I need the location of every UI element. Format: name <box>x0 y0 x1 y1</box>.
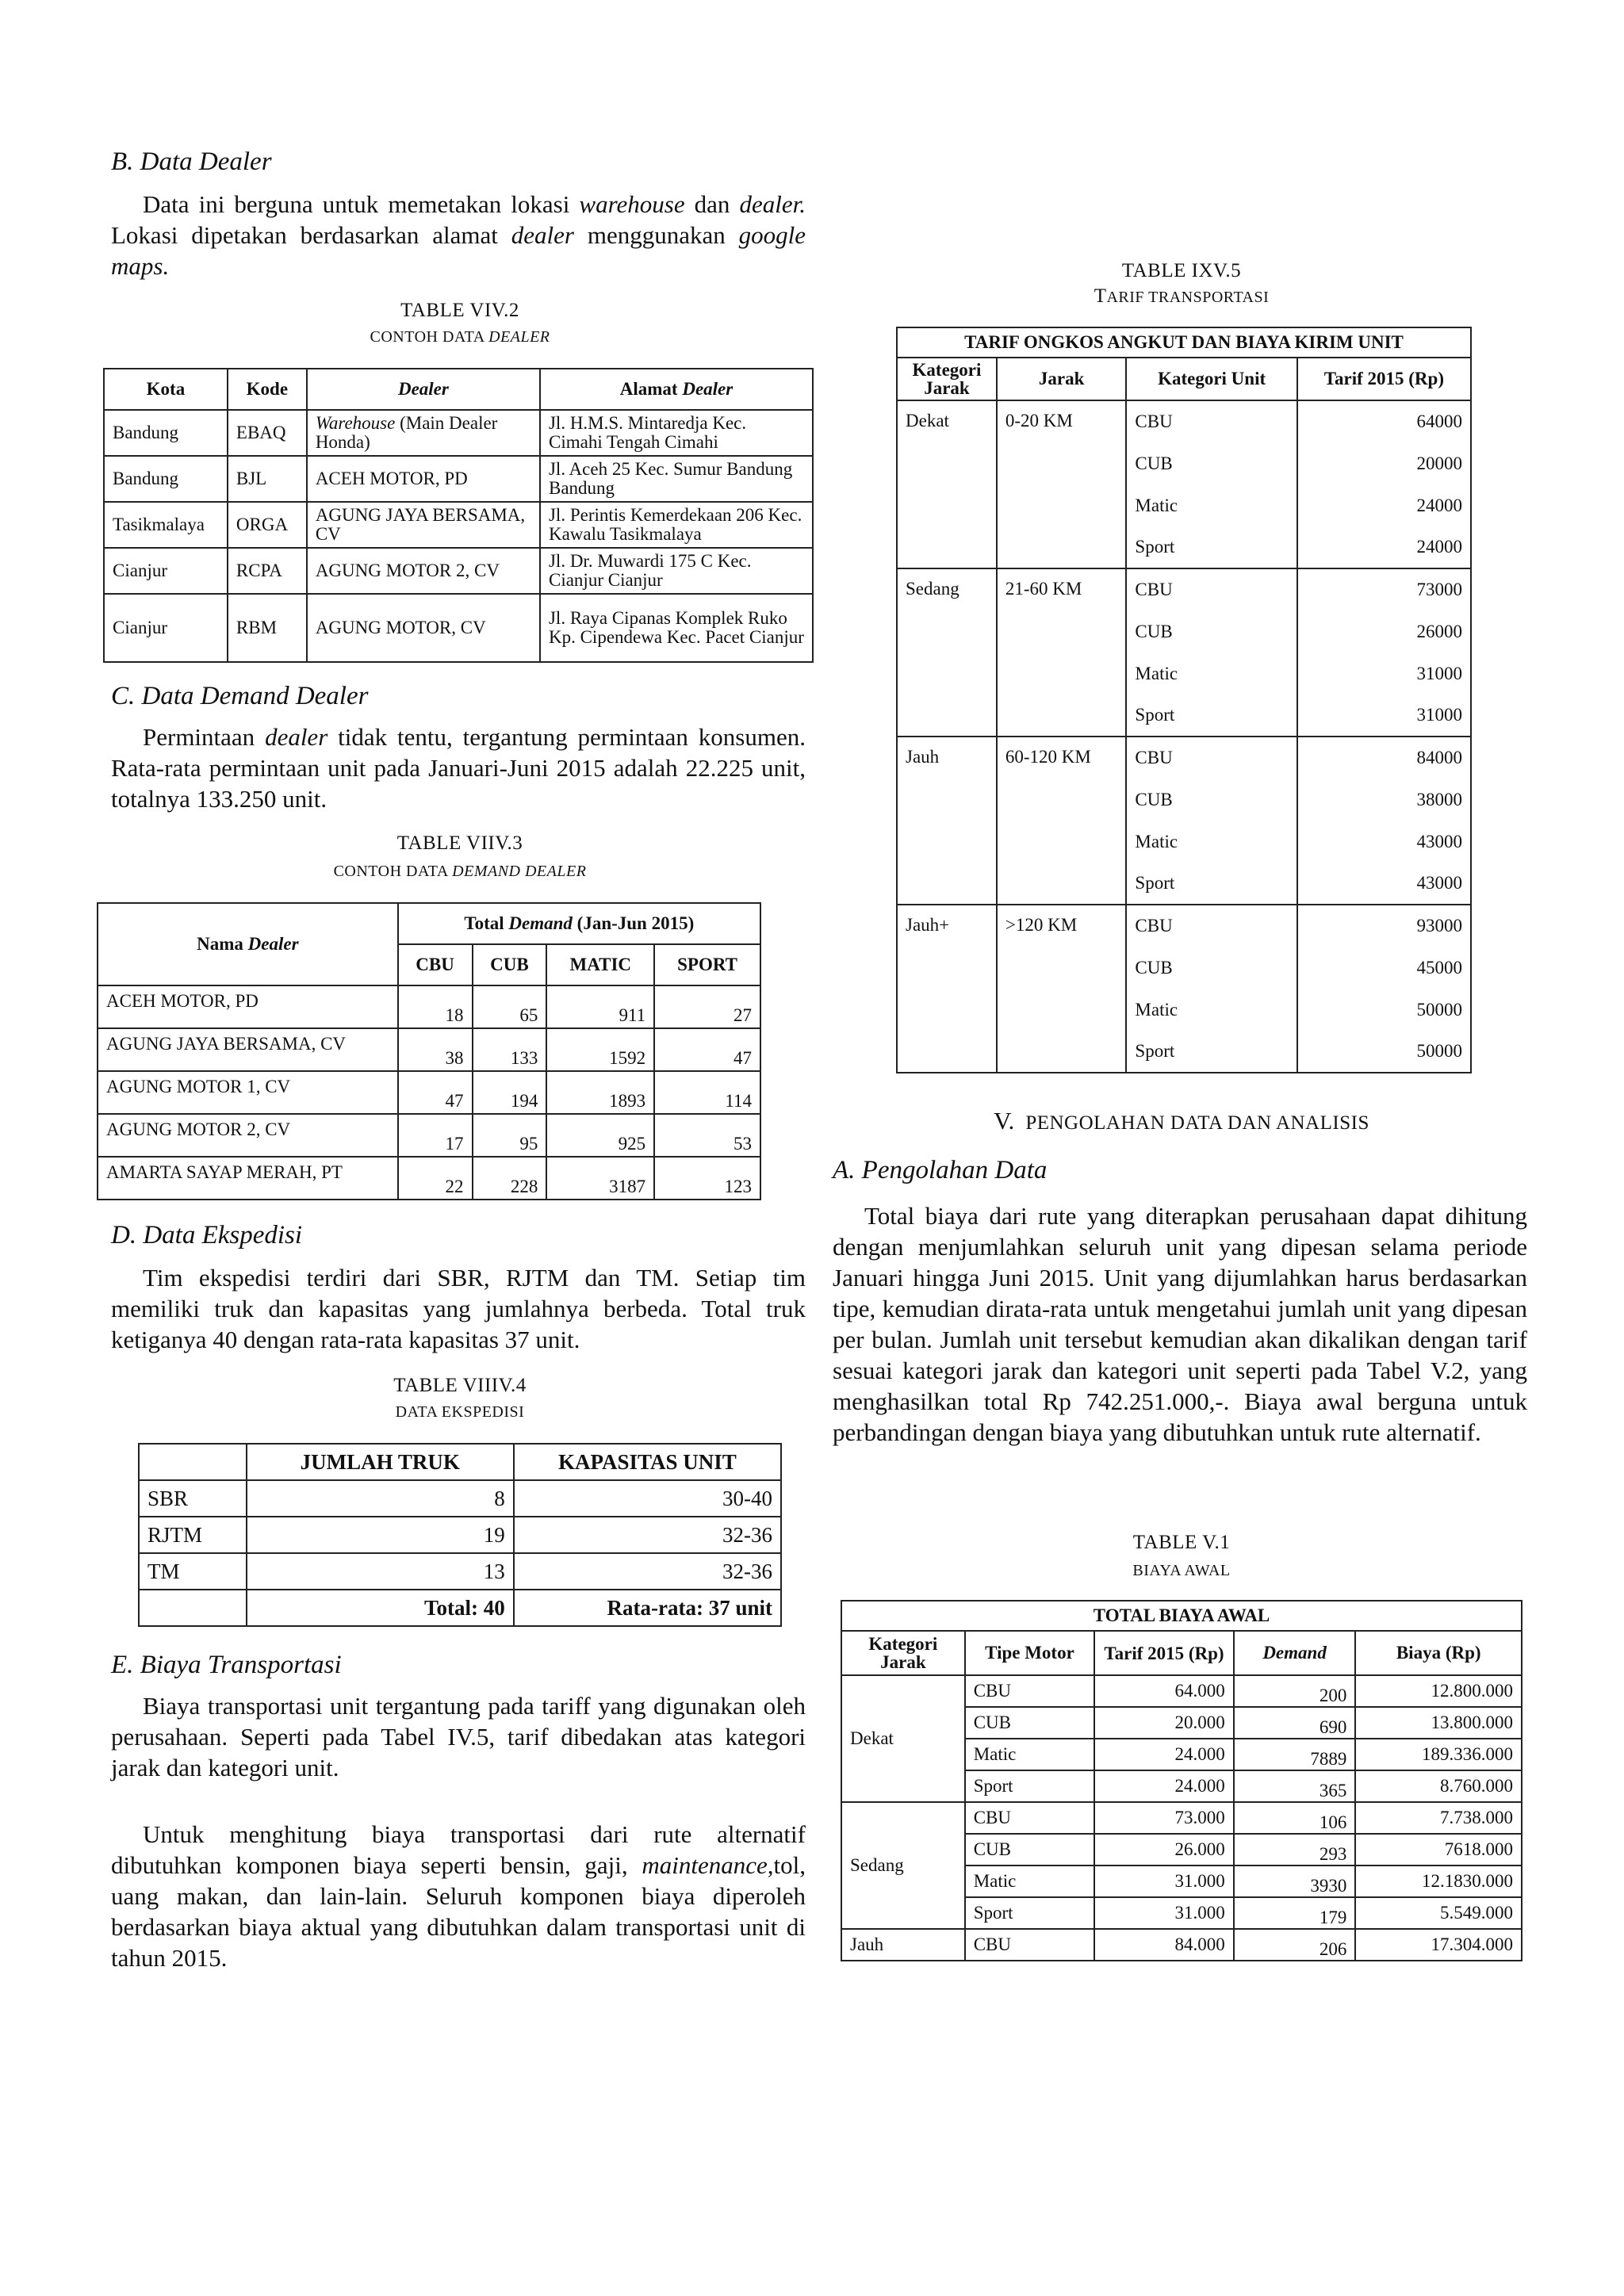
table-row <box>841 1802 1522 1834</box>
header-nama-dealer <box>98 903 398 985</box>
caption-initial: T <box>1094 285 1107 307</box>
cell-biaya: 5.549.000 <box>1355 1897 1522 1929</box>
cell-kategori-unit: CBU <box>1126 400 1297 442</box>
header-text: (Jan-Jun 2015) <box>572 913 695 933</box>
cell-tarif: 20.000 <box>1094 1707 1233 1739</box>
header-kategori-jarak: Kategori Jarak <box>841 1631 965 1675</box>
cell-sport: 53 <box>654 1114 760 1157</box>
cell-tarif: 31000 <box>1297 695 1471 737</box>
table-label-demand: TABLE VIIV.3 <box>396 832 523 854</box>
chapter-number: V. <box>994 1107 1015 1135</box>
cell-kota: Bandung <box>104 410 228 456</box>
table-row <box>897 905 1471 947</box>
header-kode: Kode <box>228 369 307 410</box>
cell-matic: 1592 <box>546 1028 654 1071</box>
table-header-row <box>104 369 813 410</box>
header-tarif: Tarif 2015 (Rp) <box>1094 1631 1233 1675</box>
cell-dealer <box>307 502 540 548</box>
header-demand <box>1234 1631 1356 1675</box>
cell-cbu: 38 <box>398 1028 473 1071</box>
table-demand-dealer <box>97 902 761 1200</box>
table-tarif-transportasi <box>896 327 1472 1073</box>
cell-kategori-jarak: Jauh <box>841 1929 965 1961</box>
cell-kota: Cianjur <box>104 548 228 594</box>
text: tol, uang makan, dan lain-lain. Seluruh komponen biaya diperoleh berdasarkan biaya aktual yang dibutuhkan dalam transportasi unit di tahun 2015. <box>111 1851 806 1972</box>
cell-cub: 133 <box>473 1028 547 1071</box>
text-maintenance: maintenance, <box>642 1851 774 1879</box>
header-matic: MATIC <box>546 944 654 985</box>
section-heading-biaya-transportasi: E. Biaya Transportasi <box>111 1651 342 1679</box>
cell-kapasitas: 32-36 <box>514 1517 781 1553</box>
header-sport: SPORT <box>654 944 760 985</box>
text: Untuk menghitung biaya transportasi dari rute alternatif dibutuhkan komponen biaya seperti bensin, gaji, <box>111 1820 806 1879</box>
cell-tarif: 64.000 <box>1094 1675 1233 1707</box>
cell-matic: 911 <box>546 985 654 1028</box>
cell-matic: 925 <box>546 1114 654 1157</box>
cell-tipe-motor: CBU <box>965 1929 1095 1961</box>
table-header-row <box>897 358 1471 400</box>
cell-dealer-text: (Main Dealer Honda) <box>315 413 498 452</box>
cell-kode: ORGA <box>228 502 307 548</box>
paragraph-data-dealer <box>111 189 806 281</box>
cell-tarif: 26000 <box>1297 610 1471 652</box>
cell-cbu: 47 <box>398 1071 473 1114</box>
total-truk: Total: 40 <box>247 1590 514 1626</box>
cell-kategori-unit: Matic <box>1126 821 1297 863</box>
cell-demand: 7889 <box>1234 1739 1356 1770</box>
text-dealer: dealer <box>265 723 328 751</box>
cell-dealer-text: ACEH MOTOR, PD <box>315 469 468 488</box>
table-label-tarif: TABLE IXV.5 <box>1121 260 1242 281</box>
cell-tarif: 93000 <box>1297 905 1471 947</box>
table-label-dealer: TABLE VIV.2 <box>400 300 519 321</box>
total-kapasitas: Rata-rata: 37 unit <box>514 1590 781 1626</box>
table-row <box>104 502 813 548</box>
cell-sport: 27 <box>654 985 760 1028</box>
table-total-row <box>139 1590 781 1626</box>
cell-jarak: 0-20 KM <box>997 400 1127 568</box>
header-jarak: Jarak <box>997 358 1127 400</box>
cell-kode: BJL <box>228 456 307 502</box>
cell-demand: 179 <box>1234 1897 1356 1929</box>
table-data-ekspedisi <box>138 1443 782 1627</box>
cell-kode: RBM <box>228 594 307 662</box>
cell-kategori-jarak: Jauh+ <box>897 905 997 1073</box>
cell-tarif: 31.000 <box>1094 1897 1233 1929</box>
table-row <box>104 594 813 662</box>
cell-kategori-unit: Matic <box>1126 484 1297 526</box>
cell-biaya: 7.738.000 <box>1355 1802 1522 1834</box>
cell-demand: 3930 <box>1234 1866 1356 1897</box>
cell-demand: 293 <box>1234 1834 1356 1866</box>
cell-biaya: 13.800.000 <box>1355 1707 1522 1739</box>
cell-tarif: 45000 <box>1297 947 1471 989</box>
cell-kategori-jarak: Sedang <box>897 568 997 737</box>
table-row <box>98 985 760 1028</box>
cell-dealer <box>307 548 540 594</box>
header-text: Total <box>464 913 509 933</box>
cell-tipe-motor: Sport <box>965 1897 1095 1929</box>
text-dealer: dealer <box>511 221 574 249</box>
cell-kota: Cianjur <box>104 594 228 662</box>
cell-tarif: 24000 <box>1297 484 1471 526</box>
cell-demand: 200 <box>1234 1675 1356 1707</box>
header-total-demand <box>398 903 760 944</box>
header-dealer <box>307 369 540 410</box>
cell-tarif: 64000 <box>1297 400 1471 442</box>
text: Permintaan <box>143 723 266 751</box>
caption-text-italic: DEALER <box>488 328 550 346</box>
text-dealer: dealer. <box>739 190 806 218</box>
table-title-row <box>841 1601 1522 1631</box>
cell-dealer-text: AGUNG MOTOR, CV <box>315 618 486 637</box>
header-cbu: CBU <box>398 944 473 985</box>
cell-tarif: 73.000 <box>1094 1802 1233 1834</box>
text-warehouse: warehouse <box>579 190 685 218</box>
cell-cbu: 17 <box>398 1114 473 1157</box>
total-empty <box>139 1590 247 1626</box>
cell-tipe-motor: Matic <box>965 1866 1095 1897</box>
text: Lokasi dipetakan berdasarkan alamat <box>111 221 511 249</box>
header-text: Dealer <box>397 379 449 399</box>
paragraph-demand-dealer <box>111 721 806 814</box>
cell-sport: 114 <box>654 1071 760 1114</box>
header-kota: Kota <box>104 369 228 410</box>
cell-tarif: 50000 <box>1297 989 1471 1031</box>
text-google-maps: google maps. <box>111 221 806 280</box>
cell-tarif: 43000 <box>1297 821 1471 863</box>
cell-kategori-unit: CUB <box>1126 610 1297 652</box>
cell-kategori-unit: CBU <box>1126 737 1297 779</box>
table-header-row <box>98 903 760 944</box>
table-caption-biaya-awal: BIAYA AWAL <box>1132 1562 1231 1579</box>
table-title-row <box>897 327 1471 358</box>
table-body <box>897 400 1471 1073</box>
cell-kota: Bandung <box>104 456 228 502</box>
cell-tarif: 84.000 <box>1094 1929 1233 1961</box>
cell-kapasitas: 30-40 <box>514 1480 781 1517</box>
cell-tipe-motor: Matic <box>965 1739 1095 1770</box>
table-row <box>897 400 1471 442</box>
header-kategori-jarak: Kategori Jarak <box>897 358 997 400</box>
cell-kapasitas: 32-36 <box>514 1553 781 1590</box>
header-kategori-unit: Kategori Unit <box>1126 358 1297 400</box>
paragraph-komponen-biaya <box>111 1819 806 1973</box>
cell-dealer-italic: Warehouse <box>315 413 396 433</box>
cell-sport: 47 <box>654 1028 760 1071</box>
header-empty <box>139 1444 247 1480</box>
cell-jarak: >120 KM <box>997 905 1127 1073</box>
cell-tarif: 26.000 <box>1094 1834 1233 1866</box>
cell-dealer-text: AGUNG MOTOR 2, CV <box>315 561 500 580</box>
table-row <box>98 1114 760 1157</box>
cell-kategori-unit: Matic <box>1126 652 1297 695</box>
cell-kategori-unit: Sport <box>1126 863 1297 905</box>
header-tarif: Tarif 2015 (Rp) <box>1297 358 1471 400</box>
cell-tarif: 24.000 <box>1094 1739 1233 1770</box>
cell-nama-dealer: AMARTA SAYAP MERAH, PT <box>98 1157 398 1200</box>
cell-alamat: Jl. Dr. Muwardi 175 C Kec. Cianjur Cianjur <box>540 548 813 594</box>
cell-biaya: 8.760.000 <box>1355 1770 1522 1802</box>
cell-biaya: 12.1830.000 <box>1355 1866 1522 1897</box>
cell-matic: 1893 <box>546 1071 654 1114</box>
cell-tarif: 24000 <box>1297 526 1471 568</box>
cell-matic: 3187 <box>546 1157 654 1200</box>
table-row <box>897 568 1471 610</box>
cell-kategori-unit: Sport <box>1126 695 1297 737</box>
cell-biaya: 7618.000 <box>1355 1834 1522 1866</box>
table-biaya-awal <box>841 1600 1522 1961</box>
cell-dealer <box>307 410 540 456</box>
cell-kategori-unit: CUB <box>1126 779 1297 821</box>
cell-demand: 365 <box>1234 1770 1356 1802</box>
cell-kategori-unit: CBU <box>1126 905 1297 947</box>
text: Data ini berguna untuk memetakan lokasi <box>143 190 580 218</box>
cell-dealer <box>307 594 540 662</box>
cell-tarif: 38000 <box>1297 779 1471 821</box>
paragraph-biaya-transportasi: Biaya transportasi unit tergantung pada tariff yang digunakan oleh perusahaan. Seperti pada Tabel IV.5, tarif dibedakan atas kategori jarak dan kategori unit. <box>111 1692 806 1781</box>
table-title: TOTAL BIAYA AWAL <box>841 1601 1522 1631</box>
section-heading-demand-dealer: C. Data Demand Dealer <box>111 682 369 710</box>
cell-jumlah-truk: 13 <box>247 1553 514 1590</box>
chapter-title: PENGOLAHAN DATA DAN ANALISIS <box>1025 1112 1369 1134</box>
table-body <box>98 985 760 1200</box>
header-text-italic: Demand <box>508 913 573 933</box>
chapter-heading <box>833 1107 1530 1135</box>
cell-tim: SBR <box>139 1480 247 1517</box>
section-heading-pengolahan-data: A. Pengolahan Data <box>833 1156 1048 1184</box>
cell-kategori-jarak: Sedang <box>841 1802 965 1929</box>
header-alamat <box>540 369 813 410</box>
cell-tim: TM <box>139 1553 247 1590</box>
cell-jumlah-truk: 8 <box>247 1480 514 1517</box>
cell-biaya: 189.336.000 <box>1355 1739 1522 1770</box>
table-header-row <box>139 1444 781 1480</box>
cell-cub: 95 <box>473 1114 547 1157</box>
header-jumlah-truk: JUMLAH TRUK <box>247 1444 514 1480</box>
paragraph-pengolahan-data: Total biaya dari rute yang diterapkan perusahaan dapat dihitung dengan menjumlahkan seluruh unit yang dipesan selama periode Januari hingga Juni 2015. Unit yang dijumlahkan harus berdasarkan tipe, kemudian dirata-rata untuk mengetahui jumlah unit yang dipesan per bulan. Jumlah unit tersebut kemudian akan dikalikan dengan tarif sesuai kategori jarak dan kategori unit seperti pada Tabel V.2, yang menghasilkan total Rp 742.251.000,-. Biaya awal berguna untuk perbandingan dengan biaya yang dibutuhkan untuk rute alternatif. <box>833 1202 1527 1446</box>
header-kapasitas-unit: KAPASITAS UNIT <box>514 1444 781 1480</box>
table-row <box>139 1553 781 1590</box>
cell-biaya: 17.304.000 <box>1355 1929 1522 1961</box>
header-tipe-motor: Tipe Motor <box>965 1631 1095 1675</box>
table-row <box>98 1028 760 1071</box>
table-body <box>104 410 813 662</box>
table-caption-demand <box>111 863 809 881</box>
cell-tarif: 73000 <box>1297 568 1471 610</box>
section-heading-data-ekspedisi: D. Data Ekspedisi <box>111 1221 303 1249</box>
cell-cbu: 18 <box>398 985 473 1028</box>
caption-text: ARIF TRANSPORTASI <box>1106 289 1270 306</box>
header-text-italic: Dealer <box>682 379 733 399</box>
cell-alamat: Jl. Aceh 25 Kec. Sumur Bandung Bandung <box>540 456 813 502</box>
table-title: TARIF ONGKOS ANGKUT DAN BIAYA KIRIM UNIT <box>897 327 1471 358</box>
text: tidak tentu, tergantung permintaan konsumen. Rata-rata permintaan unit pada Januari-Juni 2015 adalah 22.225 unit, totalnya 133.250 unit. <box>111 723 806 813</box>
cell-tarif: 20000 <box>1297 442 1471 484</box>
cell-kode: EBAQ <box>228 410 307 456</box>
caption-text: CONTOH DATA <box>333 863 453 880</box>
cell-kategori-unit: CUB <box>1126 947 1297 989</box>
cell-tipe-motor: CBU <box>965 1802 1095 1834</box>
table-header-row <box>841 1631 1522 1675</box>
cell-cub: 194 <box>473 1071 547 1114</box>
cell-tipe-motor: CUB <box>965 1707 1095 1739</box>
caption-text-italic: DEMAND DEALER <box>452 863 587 880</box>
cell-nama-dealer: ACEH MOTOR, PD <box>98 985 398 1028</box>
cell-cub: 65 <box>473 985 547 1028</box>
cell-nama-dealer: AGUNG JAYA BERSAMA, CV <box>98 1028 398 1071</box>
header-biaya: Biaya (Rp) <box>1355 1631 1522 1675</box>
cell-nama-dealer: AGUNG MOTOR 1, CV <box>98 1071 398 1114</box>
table-data-dealer <box>103 368 814 663</box>
table-row <box>104 410 813 456</box>
cell-tarif: 84000 <box>1297 737 1471 779</box>
table-row <box>104 456 813 502</box>
cell-jarak: 60-120 KM <box>997 737 1127 905</box>
cell-demand: 106 <box>1234 1802 1356 1834</box>
header-text: Alamat <box>619 379 683 399</box>
cell-tarif: 43000 <box>1297 863 1471 905</box>
cell-tipe-motor: CUB <box>965 1834 1095 1866</box>
table-row <box>841 1675 1522 1707</box>
header-text-italic: Dealer <box>247 934 299 954</box>
cell-kategori-jarak: Dekat <box>897 400 997 568</box>
paragraph-data-ekspedisi: Tim ekspedisi terdiri dari SBR, RJTM dan TM. Setiap tim memiliki truk dan kapasitas yang jumlahnya berbeda. Total truk ketiganya 40 dengan rata-rata kapasitas 37 unit. <box>111 1264 806 1353</box>
cell-demand: 206 <box>1234 1929 1356 1961</box>
table-row <box>98 1071 760 1114</box>
cell-dealer <box>307 456 540 502</box>
text: dan <box>684 190 740 218</box>
cell-tarif: 50000 <box>1297 1031 1471 1073</box>
table-row <box>897 737 1471 779</box>
table-caption-dealer <box>111 328 809 346</box>
table-label-ekspedisi: TABLE VIIIV.4 <box>393 1375 527 1396</box>
table-row <box>139 1517 781 1553</box>
cell-nama-dealer: AGUNG MOTOR 2, CV <box>98 1114 398 1157</box>
table-row <box>104 548 813 594</box>
cell-sport: 123 <box>654 1157 760 1200</box>
header-text: Nama <box>197 934 248 954</box>
table-body <box>139 1480 781 1590</box>
cell-tarif: 31.000 <box>1094 1866 1233 1897</box>
cell-tim: RJTM <box>139 1517 247 1553</box>
cell-tarif: 24.000 <box>1094 1770 1233 1802</box>
cell-jumlah-truk: 19 <box>247 1517 514 1553</box>
cell-kategori-unit: Sport <box>1126 1031 1297 1073</box>
cell-kategori-unit: Matic <box>1126 989 1297 1031</box>
cell-tipe-motor: CBU <box>965 1675 1095 1707</box>
cell-alamat: Jl. Raya Cipanas Komplek Ruko Kp. Cipendewa Kec. Pacet Cianjur <box>540 594 813 662</box>
table-label-biaya-awal: TABLE V.1 <box>1132 1532 1231 1553</box>
table-caption-ekspedisi: DATA EKSPEDISI <box>395 1403 525 1421</box>
cell-kategori-jarak: Dekat <box>841 1675 965 1802</box>
text: menggunakan <box>573 221 739 249</box>
caption-text: CONTOH DATA <box>370 328 489 346</box>
cell-cub: 228 <box>473 1157 547 1200</box>
cell-tarif: 31000 <box>1297 652 1471 695</box>
table-row <box>841 1929 1522 1961</box>
cell-alamat: Jl. H.M.S. Mintaredja Kec. Cimahi Tengah Cimahi <box>540 410 813 456</box>
table-row <box>139 1480 781 1517</box>
cell-biaya: 12.800.000 <box>1355 1675 1522 1707</box>
cell-kota: Tasikmalaya <box>104 502 228 548</box>
header-cub: CUB <box>473 944 547 985</box>
section-heading-data-dealer: B. Data Dealer <box>111 147 272 176</box>
cell-kategori-jarak: Jauh <box>897 737 997 905</box>
cell-kode: RCPA <box>228 548 307 594</box>
cell-kategori-unit: Sport <box>1126 526 1297 568</box>
table-row <box>98 1157 760 1200</box>
header-text-italic: Demand <box>1262 1643 1327 1663</box>
cell-alamat: Jl. Perintis Kemerdekaan 206 Kec. Kawalu Tasikmalaya <box>540 502 813 548</box>
table-caption-tarif <box>833 285 1530 308</box>
cell-jarak: 21-60 KM <box>997 568 1127 737</box>
cell-kategori-unit: CUB <box>1126 442 1297 484</box>
cell-tipe-motor: Sport <box>965 1770 1095 1802</box>
cell-dealer-text: AGUNG JAYA BERSAMA, CV <box>315 505 526 544</box>
cell-cbu: 22 <box>398 1157 473 1200</box>
cell-demand: 690 <box>1234 1707 1356 1739</box>
table-body <box>841 1675 1522 1961</box>
cell-kategori-unit: CBU <box>1126 568 1297 610</box>
